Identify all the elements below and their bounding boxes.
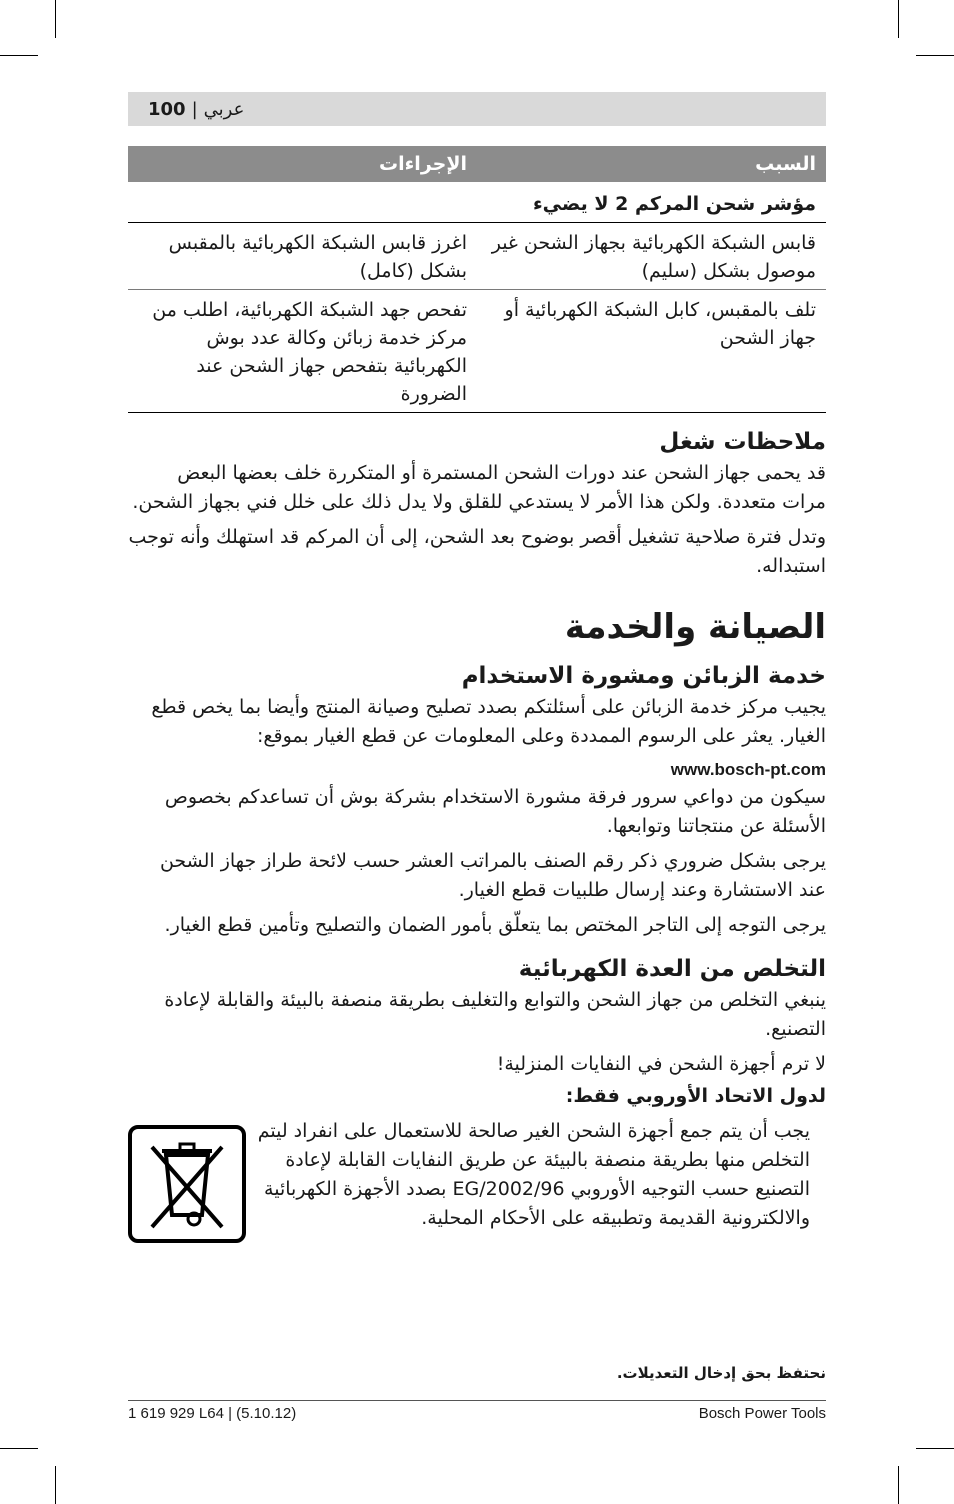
paragraph: لا ترم أجهزة الشحن في النفايات المنزلية! — [496, 1053, 826, 1075]
paragraph: يجيب مركز خدمة الزبائن على أسئلتكم بصدد تصليح وصيانة المنتج وأيضا بما يخص قطع الغيار. يعثر على الرسوم الممددة وعلى المعلومات عن قطع الغيار بموقع: — [151, 696, 826, 747]
website-link[interactable]: www.bosch-pt.com — [670, 760, 826, 779]
crop-mark — [55, 0, 56, 38]
reservation-note: نحتفظ بحق إدخال التعديلات. — [616, 1364, 826, 1382]
eu-disposal-text: يجب أن يتم جمع أجهزة الشحن الغير صالحة للاستعمال على انفراد ليتم التخلص منها بطريقة منصفة بالبيئة عن طريق النفايات القابلة لإعادة التصنيع حسب التوجيه الأوروبي 2002/96/EG بصدد الأجهزة الكهربائية والالكترونية القديمة وتطبيقه على الأحكام المحلية. — [257, 1120, 810, 1229]
paragraph: يرجى بشكل ضروري ذكر رقم الصنف بالمراتب العشر حسب لائحة طراز جهاز الشحن عند الاستشارة وعند إرسال طلبيات قطع الغيار. — [159, 850, 826, 901]
eu-disposal-block — [128, 1117, 826, 1243]
footer-doc-number: 1 619 929 L64 | (5.10.12) — [128, 1405, 297, 1422]
maintenance-title: الصيانة والخدمة — [564, 607, 826, 647]
paragraph: يرجى التوجه إلى التاجر المختص بما يتعلّق بأمور الضمان والتصليح وتأمين قطع الغيار. — [164, 914, 826, 936]
crop-mark — [898, 1466, 899, 1504]
header-language: عربي — [203, 98, 245, 120]
crop-mark — [0, 1448, 38, 1449]
cause-cell: تلف بالمقبس، كابل الشبكة الكهربائية أو جهاز الشحن — [477, 290, 826, 413]
table-subheader: مؤشر شحن المركم 2 لا يضيء — [477, 182, 826, 223]
action-cell: تفحص جهد الشبكة الكهربائية، اطلب من مركز خدمة زبائن وكالة عدد بوش الكهربائية بتفحص جهاز الشحن عند الضرورة — [128, 290, 477, 413]
header-separator: | — [191, 98, 198, 120]
troubleshooting-table — [128, 146, 826, 413]
paragraph: سيكون من دواعي سرور فرقة مشورة الاستخدام بشركة بوش أن تساعدكم بخصوص الأسئلة عن منتجاتنا وتوابعها. — [164, 786, 826, 837]
table-subheader-empty — [128, 182, 477, 223]
paragraph: ينبغي التخلص من جهاز الشحن والتوابع والتغليف بطريقة منصفة بالبيئة والقابلة لإعادة التصنيع. — [164, 989, 826, 1040]
paragraph: وتدل فترة صلاحية تشغيل أقصر بوضوح بعد الشحن، إلى أن المركم قد استهلك وأنه توجب استبداله. — [128, 526, 826, 577]
work-notes-heading: ملاحظات شغل — [659, 429, 826, 455]
work-notes-section — [128, 429, 826, 1243]
action-cell: اغرز قابس الشبكة الكهربائية بالمقبس بشكل (كامل) — [128, 223, 477, 290]
page-number: 100 — [148, 98, 186, 120]
weee-bin-icon — [128, 1125, 246, 1243]
col-header-action: الإجراءات — [128, 146, 477, 182]
page-footer — [128, 1405, 826, 1422]
col-header-cause: السبب — [477, 146, 826, 182]
disposal-heading: التخلص من العدة الكهربائية — [518, 956, 826, 982]
footer-brand: Bosch Power Tools — [698, 1405, 826, 1422]
page-header — [128, 92, 826, 126]
crop-mark — [898, 0, 899, 38]
footer-divider — [128, 1400, 826, 1401]
table-row — [128, 290, 826, 413]
page-content — [128, 92, 826, 1243]
crop-mark — [55, 1466, 56, 1504]
cause-cell: قابس الشبكة الكهربائية بجهاز الشحن غير موصول بشكل (سليم) — [477, 223, 826, 290]
crop-mark — [0, 55, 38, 56]
crop-mark — [916, 1448, 954, 1449]
table-row — [128, 223, 826, 290]
paragraph: قد يحمى جهاز الشحن عند دورات الشحن المستمرة أو المتكررة خلف بعضها البعض مرات متعددة. ولكن هذا الأمر لا يستدعي للقلق ولا يدل ذلك على خلل فني بجهاز الشحن. — [132, 462, 826, 513]
crop-mark — [916, 55, 954, 56]
customer-service-heading: خدمة الزبائن ومشورة الاستخدام — [461, 663, 826, 689]
eu-heading: لدول الاتحاد الأوروبي فقط: — [565, 1085, 826, 1107]
